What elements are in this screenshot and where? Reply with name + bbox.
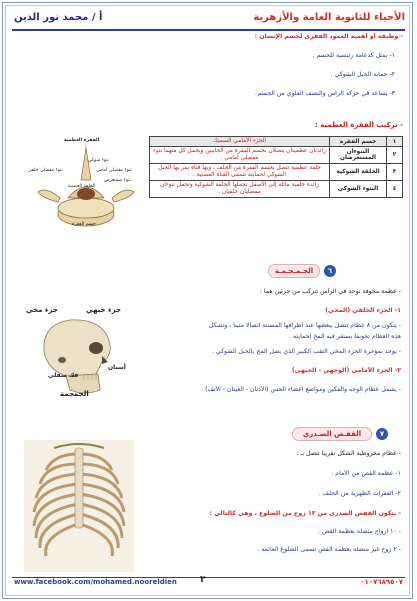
section-number-badge: ٧ bbox=[376, 428, 388, 440]
skull-part2-heading: ٢- الجزء الأمامي (الوجهي - الجبهي) bbox=[291, 367, 401, 374]
vertebra-table bbox=[149, 136, 403, 198]
vertebra-section-title: - تركيب الفقرة العظمية : bbox=[315, 121, 403, 129]
intro-item: ٣- يساعد في حركة الرأس والنصف العلوي من الجسم . bbox=[253, 90, 395, 97]
row-desc: زائدة خلفية مائلة إلى الأسفل تحملها الحلقة الشوكية وتحمل نتوءان مفصليان خلفيان . bbox=[150, 181, 330, 198]
vertebra-label-body: جسم الفقرة bbox=[72, 222, 96, 227]
thorax-rib-item: - ١٠ أزواج متصلة بعظمة القص . bbox=[318, 528, 401, 535]
skull-label-face: جزء جبهي bbox=[86, 306, 122, 314]
intro-item: ٢- حماية الحبل الشوكي . bbox=[330, 71, 395, 78]
intro-item: ١- يمثل كدعامة رئيسية للجسم . bbox=[312, 52, 395, 59]
skull-lead: - عظمة مجوفة توجد في الرأس تتركب من جزئين هما : bbox=[259, 288, 401, 295]
footer-phone: ٠١٠٧٦٨٩٥٠٧ bbox=[360, 578, 403, 586]
thorax-rib-item: - ٢ زوج غير متصلة بعظمة القص تسمى الضلوع العائمة . bbox=[257, 546, 401, 553]
row-desc: حلقة عظمية تتصل بجسم الفقرة من الخلف ، وبها قناة يمر بها الحبل الشوكي لحمايته تسمى القناة العصبية . bbox=[150, 164, 330, 181]
footer-page-number: ٣ bbox=[200, 575, 206, 585]
row-name: النتوء الشوكي bbox=[330, 181, 387, 198]
vertebra-label-title: الفقرة العظمية bbox=[64, 138, 100, 143]
row-name: جسم الفقرة bbox=[330, 137, 387, 147]
vertebra-label-articular: نتوء مفصلى أمامى bbox=[96, 168, 132, 173]
thorax-lead: - عظام مخروطية الشكل تقريباً تتصل بـ : bbox=[296, 450, 401, 457]
skull-caption: الجمجمة bbox=[60, 390, 89, 398]
skull-part1-text: هذه العظام تجويفا يستقر فيه المخ لحمايته . bbox=[289, 333, 401, 340]
table-row bbox=[150, 181, 403, 198]
skull-part1-text: - يوجد بمؤخرة الجزء المخي الثقب الكبير الذي يصل المخ بالحبل الشوكي . bbox=[212, 348, 401, 355]
table-row bbox=[150, 137, 403, 147]
skull-label-jaw: فك سفلي bbox=[48, 372, 79, 379]
header-rule bbox=[12, 29, 405, 31]
header-teacher: أ / محمد نور الدين bbox=[14, 12, 103, 23]
thorax-section-title: القفـص الصـدري bbox=[292, 427, 372, 441]
header-subject: الأحياء للثانوية العامة والأزهرية bbox=[253, 12, 405, 23]
skull-part1-text: - يتكون من ٨ عظام تتصل ببعضها عند أطرافها المسننة اتصالا متينا ، وتشكل bbox=[208, 322, 401, 329]
vertebra-label-transverse: نتوء مستعرض bbox=[104, 178, 131, 183]
ribcage-figure bbox=[24, 440, 134, 572]
row-desc: زائدتان عظميتان يتصلان بجسم الفقرة من الجانبين ويحمل كل منهما نتوء مفصلي أمامي . bbox=[150, 147, 330, 164]
thorax-ribs-line: - يتكون القفص الصدري من ١٢ زوج من الضلوع ، وهي كالتالي : bbox=[209, 510, 401, 517]
vertebra-label-arch: الحلقة العصبية bbox=[68, 184, 96, 189]
skull-illustration bbox=[14, 304, 136, 404]
row-number: ٢ bbox=[387, 147, 403, 164]
skull-label-teeth: أسنان bbox=[108, 364, 126, 371]
thorax-item: ٢- الفقرات الظهرية من الخلف . bbox=[318, 490, 401, 497]
vertebra-label-articular-posterior: نتوء مفصلى خلفى bbox=[28, 168, 63, 173]
table-row bbox=[150, 147, 403, 164]
ribcage-illustration bbox=[24, 440, 134, 572]
row-number: ٣ bbox=[387, 164, 403, 181]
skull-label-brain: جزء مخي bbox=[26, 306, 58, 314]
skull-part2-text: - يشمل عظام الوجه والفكين ومواضع أعضاء الحس (الأذنان - العينان - الأنف) . bbox=[201, 386, 401, 393]
row-number: ١ bbox=[387, 137, 403, 147]
vertebra-label-spinous: نتوء شوكى bbox=[88, 158, 109, 163]
section-number-badge: ٦ bbox=[324, 265, 336, 277]
row-desc: الجزء الأمامي السميك bbox=[150, 137, 330, 147]
thorax-item: ١- عظمة القص من الأمام . bbox=[331, 470, 401, 477]
intro-title: - وظيفة أو أهمية العمود الفقرى لجسم الإنسان : bbox=[254, 33, 403, 40]
row-name: النتوءان المستعرضان bbox=[330, 147, 387, 164]
vertebra-figure bbox=[26, 136, 146, 236]
skull-section-title: الجـمـجـمـة bbox=[268, 264, 320, 278]
table-row bbox=[150, 164, 403, 181]
row-name: الحلقة الشوكية bbox=[330, 164, 387, 181]
footer-url[interactable]: www.facebook.com/mohamed.nooreldien bbox=[14, 578, 177, 586]
row-number: ٤ bbox=[387, 181, 403, 198]
skull-figure bbox=[14, 304, 136, 404]
skull-part1-heading: ١- الجزء الخلفي (المخي) bbox=[325, 307, 401, 314]
